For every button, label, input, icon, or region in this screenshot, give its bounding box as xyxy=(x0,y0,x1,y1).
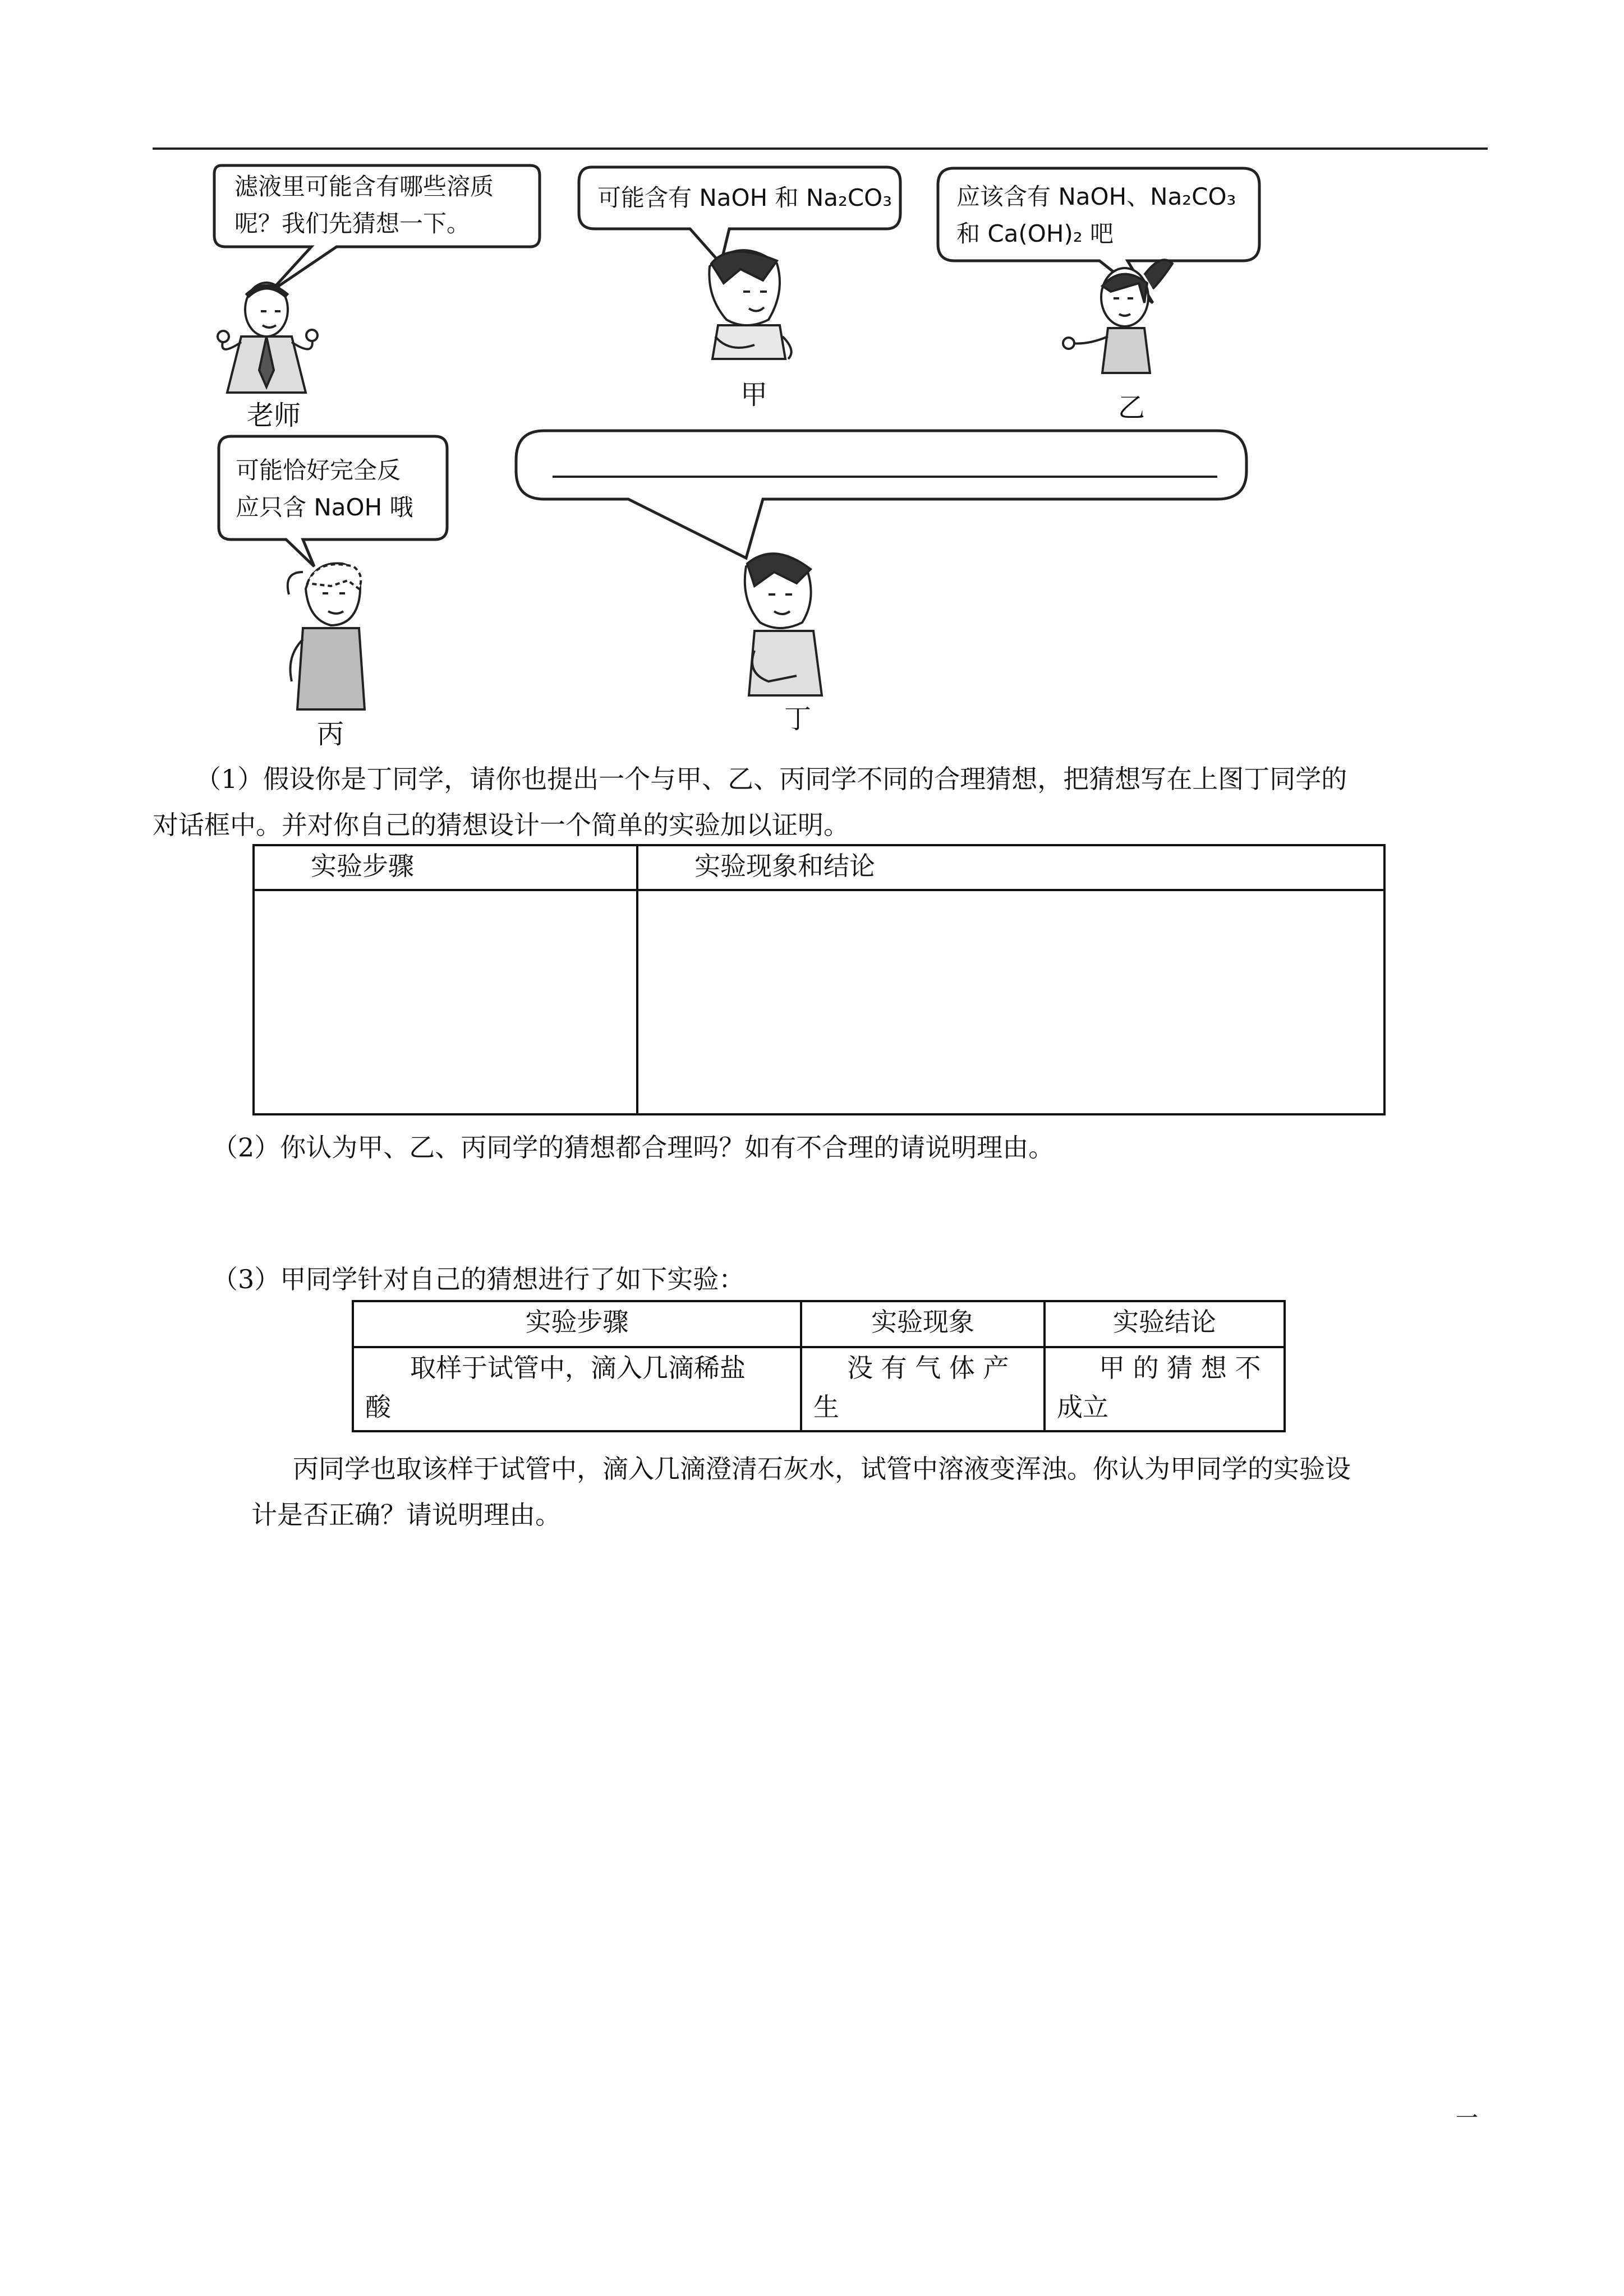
q1-table-steps-answer-cell[interactable] xyxy=(254,890,637,1114)
yi-name-label: 乙 xyxy=(1118,392,1145,423)
comic-illustration xyxy=(0,0,1624,774)
question-3-intro: （3）甲同学针对自己的猜想进行了如下实验： xyxy=(212,1264,745,1294)
q3-table-phenomenon-cell xyxy=(801,1347,1045,1431)
q1-table-header-result: 实验现象和结论 xyxy=(637,845,1384,890)
q3-step-line-2: 酸 xyxy=(365,1392,391,1422)
question-2-text: （2）你认为甲、乙、丙同学的猜想都合理吗？如有不合理的请说明理由。 xyxy=(212,1132,1055,1163)
q3-table-header-phenomenon: 实验现象 xyxy=(801,1301,1045,1347)
q3-table-header-conclusion: 实验结论 xyxy=(1045,1301,1285,1347)
yi-speech-line-1: 应该含有 NaOH、Na₂CO₃ xyxy=(956,183,1236,210)
question-3-followup-line-2: 计是否正确？请说明理由。 xyxy=(251,1500,561,1530)
q3-conclusion-line-1: 甲 的 猜 想 不 xyxy=(1099,1353,1261,1383)
ding-speech-bubble xyxy=(516,431,1246,558)
teacher-speech-line-1: 滤液里可能含有哪些溶质 xyxy=(234,173,494,200)
bing-speech-line-1: 可能恰好完全反 xyxy=(236,457,401,484)
q3-table-header-steps: 实验步骤 xyxy=(353,1301,801,1347)
q3-conclusion-line-2: 成立 xyxy=(1057,1392,1108,1422)
question-3-experiment-table xyxy=(352,1300,1286,1432)
bing-speech-line-2: 应只含 NaOH 哦 xyxy=(236,494,413,521)
teacher-figure xyxy=(218,283,318,393)
jia-figure xyxy=(709,250,791,359)
question-1-line-1: （1）假设你是丁同学，请你也提出一个与甲、乙、丙同学不同的合理猜想，把猜想写在上图丁同学的 xyxy=(195,764,1347,794)
q3-table-conclusion-cell xyxy=(1045,1347,1285,1431)
q3-table-steps-cell xyxy=(353,1347,801,1431)
jia-speech-line-1: 可能含有 NaOH 和 Na₂CO₃ xyxy=(597,184,892,211)
q1-table-result-answer-cell[interactable] xyxy=(637,890,1384,1114)
q3-step-line-1: 取样于试管中，滴入几滴稀盐 xyxy=(410,1353,746,1383)
ding-name-label: 丁 xyxy=(784,703,812,735)
yi-speech-line-2: 和 Ca(OH)₂ 吧 xyxy=(956,220,1114,247)
q3-phenomenon-line-1: 没 有 气 体 产 xyxy=(847,1353,1009,1383)
bing-name-label: 丙 xyxy=(317,718,344,750)
page-number: 一 xyxy=(1456,2105,1478,2131)
question-1-line-2: 对话框中。并对你自己的猜想设计一个简单的实验加以证明。 xyxy=(153,810,849,840)
teacher-speech-line-2: 呢？我们先猜想一下。 xyxy=(234,210,471,237)
bing-figure xyxy=(288,564,365,709)
q3-phenomenon-line-2: 生 xyxy=(813,1392,839,1422)
jia-name-label: 甲 xyxy=(740,379,768,411)
ding-figure xyxy=(745,554,822,695)
yi-figure xyxy=(1063,260,1172,373)
q1-table-header-steps: 实验步骤 xyxy=(254,845,637,890)
question-3-followup-line-1: 丙同学也取该样于试管中，滴入几滴澄清石灰水，试管中溶液变浑浊。你认为甲同学的实验设 xyxy=(293,1454,1351,1484)
teacher-name-label: 老师 xyxy=(247,400,301,431)
question-1-answer-table xyxy=(252,844,1386,1115)
